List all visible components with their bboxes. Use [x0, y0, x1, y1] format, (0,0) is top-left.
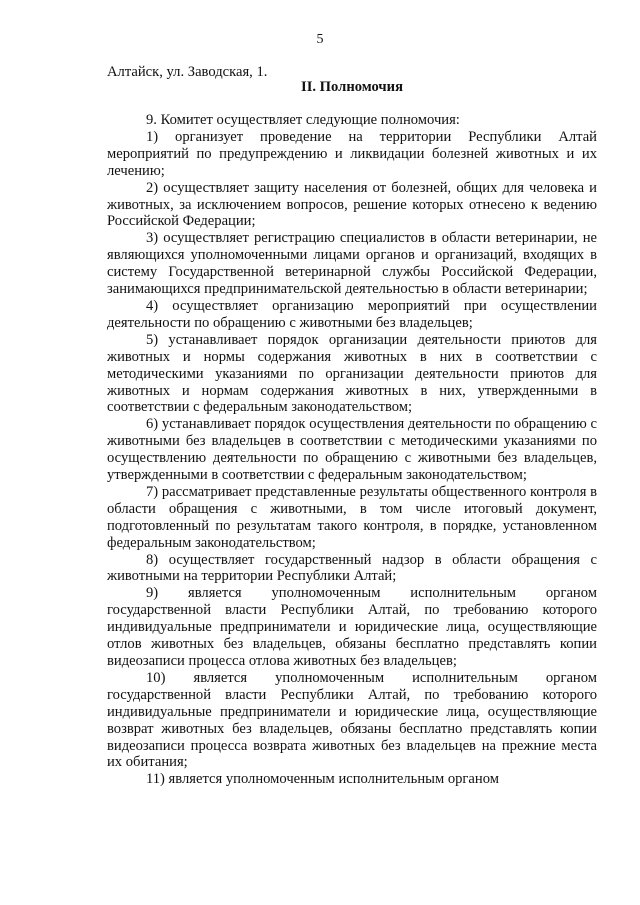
paragraph-item-2: 2) осуществляет защиту населения от болезней, общих для человека и животных, за исключением вопросов, решение которых отнесено к ведению Российской Федерации;	[107, 179, 597, 230]
paragraph-item-5: 5) устанавливает порядок организации деятельности приютов для животных и нормы содержания животных в них в соответствии с методическими указаниями по организации деятельности приютов для животных и нормам содержания животных в них, утвержденными в соответствии с федеральным законодательством;	[107, 331, 597, 416]
paragraph-item-4: 4) осуществляет организацию мероприятий при осуществлении деятельности по обращению с животными без владельцев;	[107, 297, 597, 331]
paragraph-item-7: 7) рассматривает представленные результаты общественного контроля в области обращения с животными, в том числе итоговый документ, подготовленный по результатам такого контроля, в порядке, установленном федеральным законодательством;	[107, 483, 597, 551]
page-number: 5	[316, 32, 324, 47]
address-fragment: Алтайск, ул. Заводская, 1.	[107, 64, 268, 80]
paragraph-item-11: 11) является уполномоченным исполнительным органом	[146, 771, 499, 788]
paragraph-item-6: 6) устанавливает порядок осуществления деятельности по обращению с животными без владельцев в соответствии с методическими указаниями по осуществлению деятельности по обращению с животными без владельцев, утвержденными в соответствии с федеральным законодательством;	[107, 416, 597, 484]
paragraph-item-10: 10) является уполномоченным исполнительным органом государственной власти Республики Алтай, по требованию которого индивидуальные предприниматели и юридические лица, осуществляющие возврат животных без владельцев, обязаны бесплатно представлять копии видеозаписи процесса возврата животных без владельцев на прежние места их обитания;	[107, 669, 597, 771]
paragraph-item-8: 8) осуществляет государственный надзор в области обращения с животными на территории Республики Алтай;	[107, 551, 597, 585]
section-heading: II. Полномочия	[301, 79, 403, 95]
paragraph-item-9: 9) является уполномоченным исполнительным органом государственной власти Республики Алтай, по требованию которого индивидуальные предприниматели и юридические лица, осуществляющие отлов животных без владельцев, обязаны бесплатно представлять копии видеозаписи процесса отлова животных без владельцев;	[107, 585, 597, 669]
paragraph-item-3: 3) осуществляет регистрацию специалистов в области ветеринарии, не являющихся уполномоченными лицами органов и организаций, входящих в систему Государственной ветеринарной службы Российской Федерации, занимающихся предпринимательской деятельностью в области ветеринарии;	[107, 230, 597, 298]
paragraph-item-1: 1) организует проведение на территории Республики Алтай мероприятий по предупреждению и ликвидации болезней животных и их лечению;	[107, 128, 597, 179]
paragraph-intro: 9. Комитет осуществляет следующие полномочия:	[146, 112, 460, 128]
document-body	[107, 112, 597, 788]
